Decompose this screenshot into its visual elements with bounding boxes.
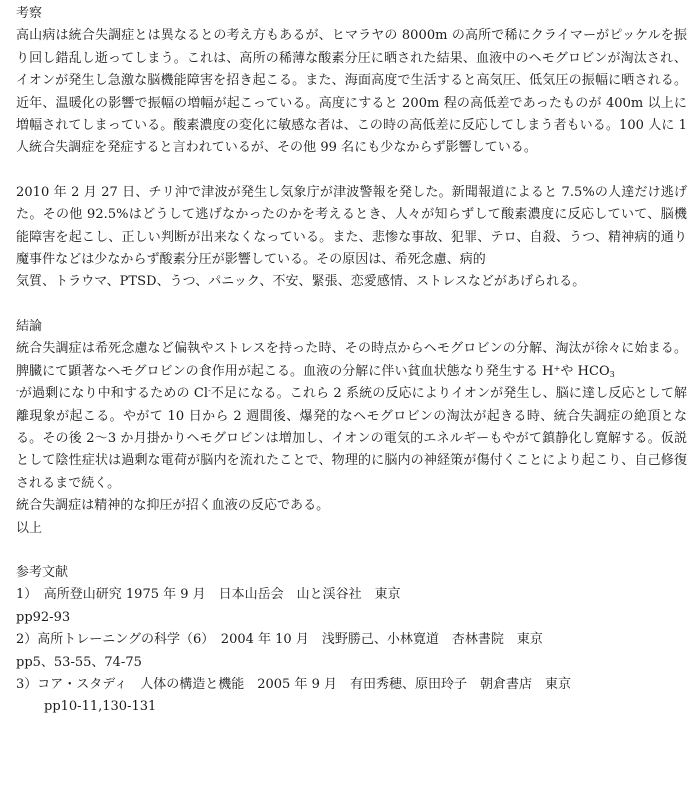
paragraph-spacer — [16, 160, 687, 182]
conclusion-text-2: や HCO — [560, 363, 610, 379]
references-section — [16, 562, 687, 719]
reference-text: 高所登山研究 1975 年 9 月 日本山岳会 山と渓谷社 東京 — [30, 587, 401, 603]
bicarbonate-subscript: 3 — [609, 369, 615, 379]
section-spacer — [16, 540, 687, 562]
bicarbonate-charge: - — [16, 386, 19, 396]
closing-mark: 以上 — [16, 520, 43, 536]
reference-text: コア・スタディ 人体の構造と機能 2005 年 9 月 有田秀穂、原田玲子 朝倉書店 東京 — [37, 676, 571, 692]
discussion-paragraph-2-continued: 気質、トラウマ、PTSD、うつ、パニック、不安、緊張、恋愛感情、ストレスなどがあげられる。 — [16, 274, 586, 290]
reference-text: 高所トレーニングの科学（6） 2004 年 10 月 浅野勝己、小林寛道 杏林書院 東京 — [37, 632, 543, 648]
discussion-paragraph-1: 高山病は統合失調症とは異なるとの考え方もあるが、ヒマラヤの 8000m の高所で稀にクライマーがピッケルを振り回し錯乱し逝ってしまう。これは、高所の稀薄な酸素分圧に晒された結果、血液中のヘモグロビンが淘汰され、イオンが発生し急激な脳機能障害を招き起こる。また、海面高度で生活すると高気圧、低気圧の振幅に晒される。近年、温暖化の影響で振幅の増幅が起こっている。高度にすると 200m 程の高低差であったものが 400m 以上に増幅されてしまっている。酸素濃度の変化に敏感な者は、この時の高低差に反応してしまう者もいる。100 人に 1 人統合失調症を発症すると言われているが、その他 99 名にも少なからず影響している。 — [16, 28, 687, 156]
reference-pages: pp10-11,130-131 — [44, 699, 157, 715]
conclusion-text-1: 統合失調症は希死念慮など偏執やストレスを持った時、その時点からヘモグロビンの分解、淘汰が徐々に始まる。脾臓にて顕著なヘモグロビンの食作用が起こる。血液の分解に伴い貧血状態なり発生する H — [16, 341, 687, 379]
reference-item — [16, 674, 687, 696]
reference-item — [16, 584, 687, 606]
hydrogen-charge: + — [553, 363, 561, 373]
reference-number: 2） — [16, 632, 38, 648]
conclusion-text-3: が過剰になり中和するための Cl — [18, 386, 209, 402]
discussion-paragraph-2: 2010 年 2 月 27 日、チリ沖で津波が発生し気象庁が津波警報を発した。新聞報道によると 7.5%の人達だけ逃げた。その他 92.5%はどうして逃げなかったのかを考えるとき、人々が知らずして酸素濃度に反応していて、脳機能障害を起こし、正しい判断が出来なくなっている。また、悲惨な事故、犯罪、テロ、自殺、うつ、精神病的通り魔事件などは少なからず酸素分圧が影響している。その原因は、希死念慮、病的 — [16, 184, 687, 268]
reference-number: 3） — [16, 676, 38, 692]
reference-pages: pp92-93 — [16, 609, 71, 625]
discussion-section — [16, 3, 687, 294]
conclusion-paragraph-1 — [16, 338, 687, 495]
conclusion-heading: 結論 — [16, 318, 43, 334]
chloride-charge: - — [208, 386, 211, 396]
conclusion-paragraph-2: 統合失調症は精神的な抑圧が招く血液の反応である。 — [16, 498, 330, 514]
section-spacer — [16, 294, 687, 316]
references-heading: 参考文献 — [16, 564, 69, 580]
discussion-heading: 考察 — [16, 6, 43, 21]
conclusion-section — [16, 316, 687, 540]
reference-item — [16, 629, 687, 651]
conclusion-text-4: 不足になる。これら 2 系統の反応によりイオンが発生し、脳に達し反応として解離現象が起こる。やがて 10 日から 2 週間後、爆発的なヘモグロビンの淘汰が起きる時、統合失調症の絶頂となる。その後 2～3 か月掛かりヘモグロビンは増加し、イオンの電気的エネルギーもやがて鎮静化し寛解する。仮説として陰性症状は過剰な電荷が脳内を流れたことで、物理的に脳内の神経策が傷付くことにより起こり、自己修復されるまで続く。 — [16, 386, 688, 491]
reference-pages: pp5、53-55、74-75 — [16, 654, 142, 670]
reference-number: 1） — [16, 587, 31, 603]
